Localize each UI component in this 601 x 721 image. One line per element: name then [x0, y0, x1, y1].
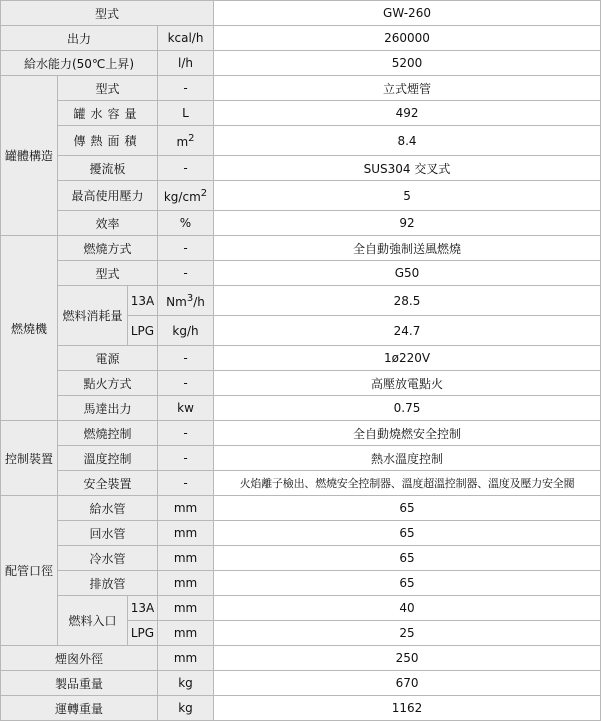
- fuel-consumption-13a-unit-base: Nm: [166, 294, 187, 309]
- ignition-unit: -: [158, 371, 214, 396]
- ignition-label: 點火方式: [58, 371, 158, 396]
- max-pressure-label: 最高使用壓力: [58, 181, 158, 211]
- power-label: 電源: [58, 346, 158, 371]
- fuel-inlet-lpg-sub: LPG: [128, 621, 158, 646]
- fuel-inlet-label: 燃料入口: [58, 596, 128, 646]
- row-motor-output: [1, 396, 601, 421]
- fuel-consumption-lpg-value: 24.7: [214, 316, 601, 346]
- fuel-consumption-13a-unit: [158, 286, 214, 316]
- max-pressure-unit: [158, 181, 214, 211]
- fuel-inlet-lpg-unit: mm: [158, 621, 214, 646]
- row-baffle: [1, 156, 601, 181]
- operating-weight-label: 運轉重量: [1, 696, 158, 721]
- row-fuel-inlet-13a: [1, 596, 601, 621]
- model-value: GW-260: [214, 1, 601, 26]
- burner-group: 燃燒機: [1, 236, 58, 421]
- output-unit: kcal/h: [158, 26, 214, 51]
- motor-output-label: 馬達出力: [58, 396, 158, 421]
- fuel-inlet-13a-unit: mm: [158, 596, 214, 621]
- burner-model-label: 型式: [58, 261, 158, 286]
- row-cold-water-pipe: [1, 546, 601, 571]
- cold-water-pipe-value: 65: [214, 546, 601, 571]
- efficiency-unit: %: [158, 211, 214, 236]
- output-label: 出力: [1, 26, 158, 51]
- fuel-consumption-lpg-sub: LPG: [128, 316, 158, 346]
- combustion-method-label: 燃燒方式: [58, 236, 158, 261]
- power-value: 1ø220V: [214, 346, 601, 371]
- row-ignition: [1, 371, 601, 396]
- safety-devices-label: 安全裝置: [58, 471, 158, 496]
- row-model: [1, 1, 601, 26]
- combustion-control-value: 全自動燒燃安全控制: [214, 421, 601, 446]
- supply-pipe-value: 65: [214, 496, 601, 521]
- row-burner-model: [1, 261, 601, 286]
- product-weight-unit: kg: [158, 671, 214, 696]
- safety-devices-value: 火焰離子檢出、燃燒安全控制器、溫度超溫控制器、溫度及壓力安全閥: [214, 471, 601, 496]
- burner-model-unit: -: [158, 261, 214, 286]
- boiler-type-unit: -: [158, 76, 214, 101]
- row-feed-capacity: [1, 51, 601, 76]
- row-temperature-control: [1, 446, 601, 471]
- baffle-unit: -: [158, 156, 214, 181]
- row-combustion-method: [1, 236, 601, 261]
- combustion-method-unit: -: [158, 236, 214, 261]
- row-chimney: [1, 646, 601, 671]
- max-pressure-unit-base: kg/cm: [163, 189, 201, 204]
- boiler-type-label: 型式: [58, 76, 158, 101]
- water-capacity-value: 492: [214, 101, 601, 126]
- temperature-control-unit: -: [158, 446, 214, 471]
- return-pipe-label: 回水管: [58, 521, 158, 546]
- cold-water-pipe-label: 冷水管: [58, 546, 158, 571]
- fuel-consumption-lpg-unit: kg/h: [158, 316, 214, 346]
- heat-transfer-area-unit-base: m: [176, 134, 189, 149]
- chimney-value: 250: [214, 646, 601, 671]
- model-label: 型式: [1, 1, 214, 26]
- supply-pipe-unit: mm: [158, 496, 214, 521]
- fuel-inlet-lpg-value: 25: [214, 621, 601, 646]
- drain-pipe-unit: mm: [158, 571, 214, 596]
- row-output: [1, 26, 601, 51]
- product-weight-value: 670: [214, 671, 601, 696]
- power-unit: -: [158, 346, 214, 371]
- fuel-inlet-13a-sub: 13A: [128, 596, 158, 621]
- fuel-consumption-13a-value: 28.5: [214, 286, 601, 316]
- output-value: 260000: [214, 26, 601, 51]
- max-pressure-unit-sup: 2: [200, 187, 208, 199]
- baffle-value: SUS304 交叉式: [214, 156, 601, 181]
- row-heat-transfer-area: [1, 126, 601, 156]
- max-pressure-value: 5: [214, 181, 601, 211]
- combustion-method-value: 全自動強制送風燃燒: [214, 236, 601, 261]
- fuel-consumption-13a-sub: 13A: [128, 286, 158, 316]
- ignition-value: 高壓放電點火: [214, 371, 601, 396]
- supply-pipe-label: 給水管: [58, 496, 158, 521]
- return-pipe-value: 65: [214, 521, 601, 546]
- boiler-type-value: 立式煙管: [214, 76, 601, 101]
- baffle-label: 擾流板: [58, 156, 158, 181]
- safety-devices-unit: -: [158, 471, 214, 496]
- heat-transfer-area-value: 8.4: [214, 126, 601, 156]
- heat-transfer-area-label: 傳熱面積: [58, 126, 158, 156]
- water-capacity-unit: L: [158, 101, 214, 126]
- fuel-consumption-13a-unit-sup: 3: [186, 292, 194, 304]
- feed-capacity-value: 5200: [214, 51, 601, 76]
- row-drain-pipe: [1, 571, 601, 596]
- row-combustion-control: [1, 421, 601, 446]
- motor-output-value: 0.75: [214, 396, 601, 421]
- fuel-consumption-13a-unit-tail: /h: [193, 294, 205, 309]
- row-return-pipe: [1, 521, 601, 546]
- feed-capacity-label: 給水能力(50℃上昇): [1, 51, 158, 76]
- row-efficiency: [1, 211, 601, 236]
- water-capacity-label: 罐水容量: [58, 101, 158, 126]
- row-power: [1, 346, 601, 371]
- return-pipe-unit: mm: [158, 521, 214, 546]
- efficiency-value: 92: [214, 211, 601, 236]
- row-fuel-consumption-13a: [1, 286, 601, 316]
- row-supply-pipe: [1, 496, 601, 521]
- burner-model-value: G50: [214, 261, 601, 286]
- heat-transfer-area-unit-sup: 2: [188, 132, 195, 144]
- cold-water-pipe-unit: mm: [158, 546, 214, 571]
- combustion-control-label: 燃燒控制: [58, 421, 158, 446]
- operating-weight-value: 1162: [214, 696, 601, 721]
- control-group: 控制裝置: [1, 421, 58, 496]
- motor-output-unit: kw: [158, 396, 214, 421]
- efficiency-label: 效率: [58, 211, 158, 236]
- fuel-consumption-label: 燃料消耗量: [58, 286, 128, 346]
- row-water-capacity: [1, 101, 601, 126]
- feed-capacity-unit: l/h: [158, 51, 214, 76]
- temperature-control-value: 熱水溫度控制: [214, 446, 601, 471]
- combustion-control-unit: -: [158, 421, 214, 446]
- boiler-structure-group: 罐體構造: [1, 76, 58, 236]
- row-safety-devices: [1, 471, 601, 496]
- row-max-pressure: [1, 181, 601, 211]
- row-product-weight: [1, 671, 601, 696]
- chimney-unit: mm: [158, 646, 214, 671]
- piping-group: 配管口徑: [1, 496, 58, 646]
- product-weight-label: 製品重量: [1, 671, 158, 696]
- fuel-inlet-13a-value: 40: [214, 596, 601, 621]
- chimney-label: 煙囪外徑: [1, 646, 158, 671]
- row-boiler-type: [1, 76, 601, 101]
- drain-pipe-value: 65: [214, 571, 601, 596]
- temperature-control-label: 溫度控制: [58, 446, 158, 471]
- heat-transfer-area-unit: [158, 126, 214, 156]
- operating-weight-unit: kg: [158, 696, 214, 721]
- drain-pipe-label: 排放管: [58, 571, 158, 596]
- row-operating-weight: [1, 696, 601, 721]
